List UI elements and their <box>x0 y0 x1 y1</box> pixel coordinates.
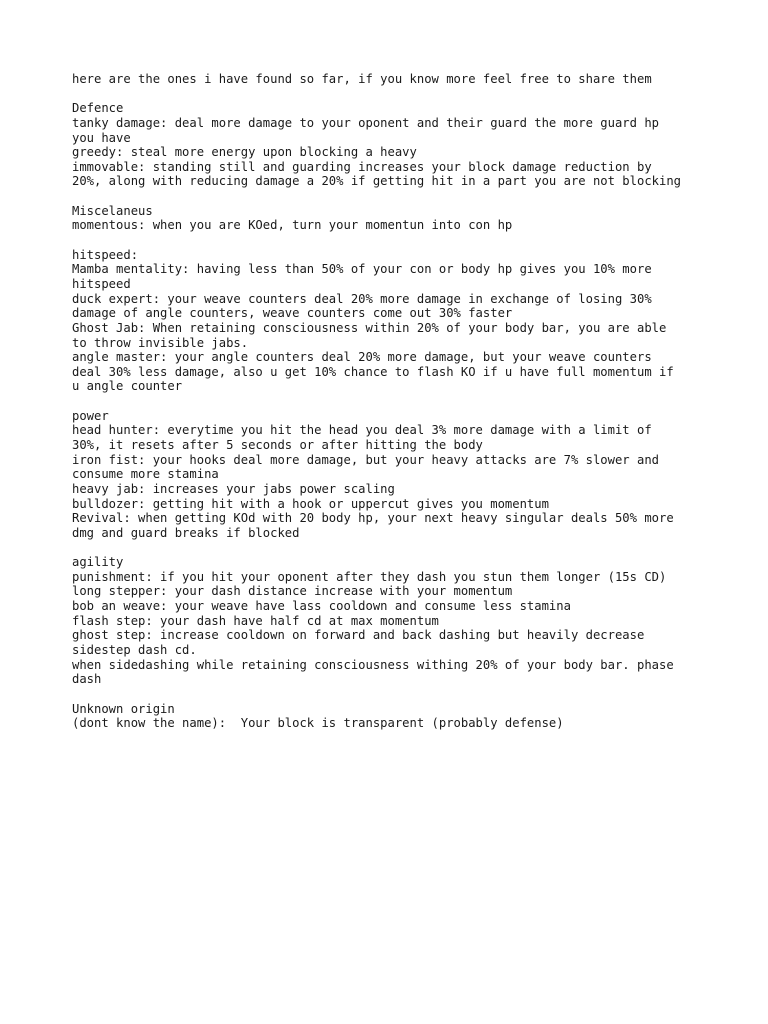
text-line: u angle counter <box>72 379 183 394</box>
spacer <box>72 233 712 248</box>
text-line: you have <box>72 130 131 145</box>
section-heading: hitspeed: <box>72 247 139 262</box>
text-line: bulldozer: getting hit with a hook or uppercut gives you momentum <box>72 496 549 511</box>
text-line: tanky damage: deal more damage to your oponent and their guard the more guard hp <box>72 115 659 130</box>
text-line: bob an weave: your weave have lass cooldown and consume less stamina <box>72 599 571 614</box>
section-heading: Defence <box>72 101 124 116</box>
section-heading: Unknown origin <box>72 701 175 716</box>
text-line: greedy: steal more energy upon blocking a heavy <box>72 145 417 160</box>
document-page <box>72 72 712 731</box>
text-line: damage of angle counters, weave counters come out 30% faster <box>72 306 513 321</box>
text-line: Ghost Jab: When retaining consciousness within 20% of your body bar, you are able <box>72 320 667 335</box>
text-line: to throw invisible jabs. <box>72 335 249 350</box>
intro-text: here are the ones i have found so far, if you know more feel free to share them <box>72 72 652 86</box>
text-line: heavy jab: increases your jabs power scaling <box>72 481 395 496</box>
text-line: immovable: standing still and guarding increases your block damage reduction by <box>72 159 652 174</box>
spacer <box>72 394 712 409</box>
section-miscelaneus <box>72 204 712 233</box>
text-line: (dont know the name): Your block is transparent (probably defense) <box>72 716 564 731</box>
text-line: iron fist: your hooks deal more damage, but your heavy attacks are 7% slower and <box>72 452 659 467</box>
spacer <box>72 87 712 102</box>
text-line: head hunter: everytime you hit the head you deal 3% more damage with a limit of <box>72 423 652 438</box>
text-line: when sidedashing while retaining consciousness withing 20% of your body bar. phase <box>72 657 674 672</box>
section-unknown-origin <box>72 702 712 731</box>
section-heading: agility <box>72 555 124 570</box>
section-heading: power <box>72 408 109 423</box>
text-line: punishment: if you hit your oponent after they dash you stun them longer (15s CD) <box>72 569 667 584</box>
text-line: sidestep dash cd. <box>72 642 197 657</box>
text-line: deal 30% less damage, also u get 10% chance to flash KO if u have full momentum if <box>72 364 674 379</box>
text-line: 30%, it resets after 5 seconds or after hitting the body <box>72 438 483 453</box>
section-heading: Miscelaneus <box>72 203 153 218</box>
text-line: flash step: your dash have half cd at max momentum <box>72 613 439 628</box>
text-line: dash <box>72 672 102 687</box>
section-power <box>72 409 712 541</box>
text-line: Revival: when getting KOd with 20 body hp, your next heavy singular deals 50% more <box>72 511 674 526</box>
text-line: long stepper: your dash distance increase with your momentum <box>72 584 513 599</box>
spacer <box>72 687 712 702</box>
text-line: momentous: when you are KOed, turn your momentun into con hp <box>72 218 513 233</box>
text-line: duck expert: your weave counters deal 20% more damage in exchange of losing 30% <box>72 291 652 306</box>
section-agility <box>72 555 712 687</box>
text-line: Mamba mentality: having less than 50% of your con or body hp gives you 10% more <box>72 262 652 277</box>
text-line: consume more stamina <box>72 467 219 482</box>
section-defence <box>72 101 712 189</box>
text-line: dmg and guard breaks if blocked <box>72 525 300 540</box>
text-line: ghost step: increase cooldown on forward and back dashing but heavily decrease <box>72 628 645 643</box>
spacer <box>72 541 712 556</box>
text-line: hitspeed <box>72 276 131 291</box>
spacer <box>72 189 712 204</box>
section-hitspeed <box>72 248 712 394</box>
text-line: angle master: your angle counters deal 20% more damage, but your weave counters <box>72 350 652 365</box>
text-line: 20%, along with reducing damage a 20% if getting hit in a part you are not blocking <box>72 174 682 189</box>
